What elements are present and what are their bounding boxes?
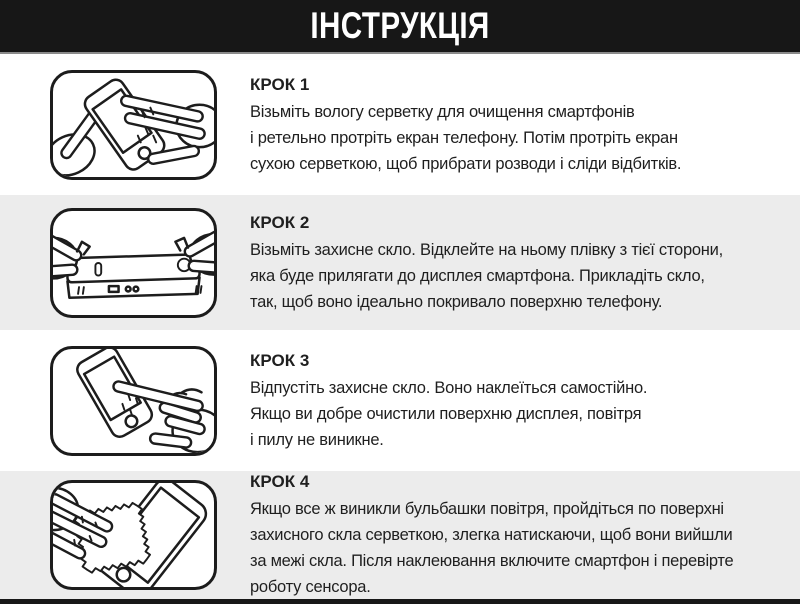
peel-film-apply-glass-icon [53, 211, 214, 315]
step-1-section [0, 54, 800, 195]
step-line: і пилу не виникне. [250, 430, 384, 449]
step-4-section [0, 471, 800, 599]
step-2-illustration-frame [50, 208, 217, 318]
step-line: Якщо ви добре очистили поверхню дисплея, повітря [250, 404, 642, 423]
step-4-text [250, 470, 733, 600]
step-4-illustration-frame [50, 480, 217, 590]
step-1-illustration-frame [50, 70, 217, 180]
step-3-section [0, 330, 800, 471]
page-title: ІНСТРУКЦІЯ [310, 5, 490, 46]
step-2-heading: КРОК 2 [250, 212, 310, 232]
step-2-section [0, 195, 800, 330]
step-4-heading: КРОК 4 [250, 472, 310, 491]
step-line: за межі скла. Після наклеювання включите смартфон і перевірте [250, 552, 734, 570]
press-glass-on-screen-icon [53, 349, 214, 453]
step-2-text [250, 211, 723, 315]
header-bar [0, 0, 800, 54]
wipe-screen-with-cloth-icon [53, 73, 214, 177]
step-line: сухою серветкою, щоб прибрати розводи і сліди відбитків. [250, 154, 682, 173]
step-3-text [250, 349, 647, 453]
step-3-heading: КРОК 3 [250, 350, 310, 370]
smooth-air-bubbles-icon [53, 483, 214, 587]
step-line: і ретельно протріть екран телефону. Потім протріть екран [250, 128, 678, 147]
step-line: Візьміть вологу серветку для очищення смартфонів [250, 102, 635, 121]
step-line: роботу сенсора. [250, 578, 371, 596]
step-line: захисного скла серветкою, злегка натискаючи, щоб вони вийшли [250, 526, 733, 544]
step-1-text [250, 73, 681, 177]
step-line: Якщо все ж виникли бульбашки повітря, пройдіться по поверхні [250, 500, 724, 518]
step-line: яка буде прилягати до дисплея смартфона. Прикладіть скло, [250, 266, 705, 285]
step-line: Відпустіть захисне скло. Воно наклеїться самостійно. [250, 378, 648, 397]
step-1-heading: КРОК 1 [250, 74, 310, 94]
step-line: Візьміть захисне скло. Відклейте на ньому плівку з тієї сторони, [250, 240, 723, 259]
step-3-illustration-frame [50, 346, 217, 456]
step-line: так, щоб воно ідеально покривало поверхню телефону. [250, 292, 663, 311]
footer-bar [0, 599, 800, 604]
